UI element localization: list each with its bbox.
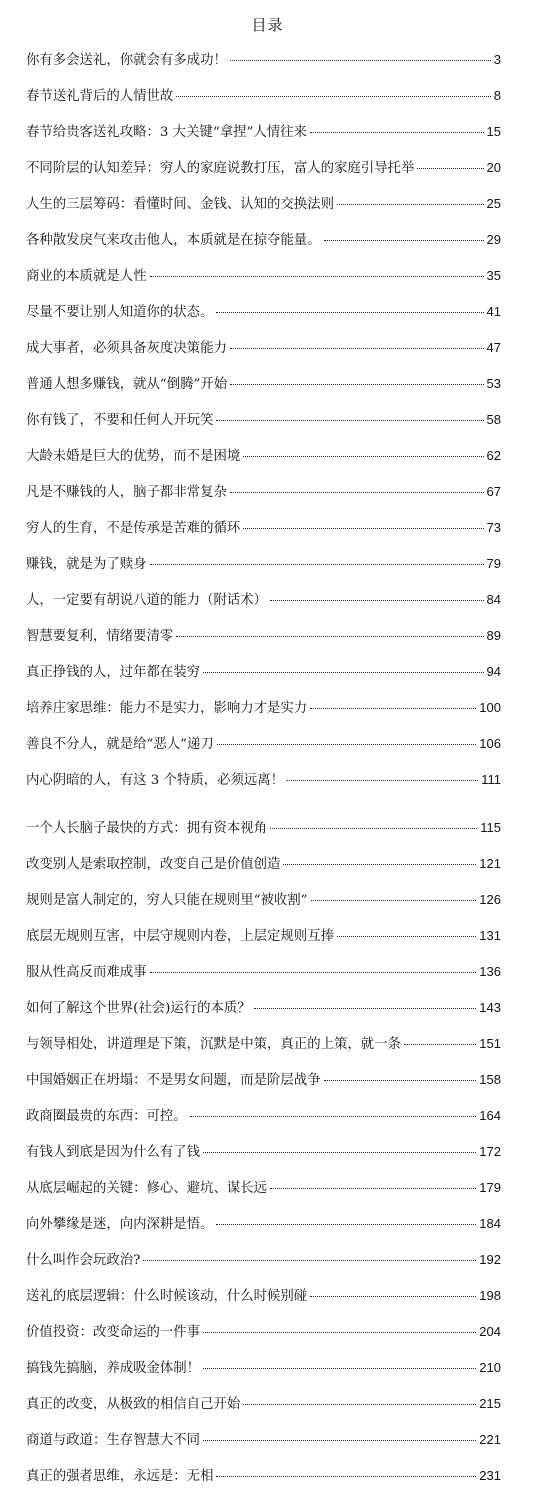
toc-entry-page-number: 100 [479,700,501,715]
dot-leader [150,971,477,973]
dot-leader [404,1043,476,1045]
toc-entry-title: 你有钱了，不要和任何人开玩笑 [26,413,214,428]
toc-entry-title: 不同阶层的认知差异：穷人的家庭说教打压，富人的家庭引导托举 [26,161,415,176]
toc-entry-title: 规则是富人制定的，穷人只能在规则里“被收割” [26,893,308,908]
toc-entry[interactable] [26,481,501,517]
toc-entry-page-number: 41 [486,304,501,319]
toc-entry-page-number: 62 [486,448,501,463]
dot-leader [230,347,484,349]
dot-leader [270,599,484,601]
toc-entry[interactable] [26,961,501,997]
toc-entry[interactable] [26,1213,501,1249]
toc-entry-page-number: 8 [493,88,501,103]
toc-entry[interactable] [26,1177,501,1213]
dot-leader [216,419,483,421]
toc-entry-title: 尽量不要让别人知道你的状态。 [26,305,214,320]
toc-entry[interactable] [26,301,501,337]
toc-entry[interactable] [26,157,501,193]
dot-leader [254,1007,477,1009]
dot-leader [243,1403,476,1405]
toc-entry-page-number: 94 [486,664,501,679]
toc-entry[interactable] [26,589,501,625]
dot-leader [203,671,483,673]
dot-leader [150,563,484,565]
dot-leader [230,491,484,493]
toc-entry-page-number: 84 [486,592,501,607]
toc-entry-title: 送礼的底层逻辑：什么时候该动，什么时候别碰 [26,1289,308,1304]
toc-entry-page-number: 115 [480,820,501,835]
toc-entry[interactable] [26,1105,501,1141]
toc-list-part-1 [26,49,501,805]
toc-entry-title: 中国婚姻正在坍塌：不是男女问题，而是阶层战争 [26,1073,321,1088]
toc-entry[interactable] [26,49,501,85]
toc-entry-page-number: 15 [486,124,501,139]
dot-leader [176,635,483,637]
toc-entry-title: 内心阴暗的人，有这 3 个特质，必须远离！ [26,773,285,788]
toc-entry-title: 真正挣钱的人，过年都在装穷 [26,665,201,680]
toc-entry[interactable] [26,121,501,157]
toc-entry-page-number: 58 [486,412,501,427]
toc-entry[interactable] [26,1285,501,1321]
toc-entry-title: 什么叫作会玩政治? [26,1253,141,1268]
toc-entry-title: 春节给贵客送礼攻略：3 大关键“拿捏”人情往来 [26,125,307,140]
toc-entry-title: 一个人长脑子最快的方式：拥有资本视角 [26,821,268,836]
dot-leader [243,527,483,529]
dot-leader [310,707,476,709]
dot-leader [230,59,491,61]
toc-entry-page-number: 143 [479,1000,501,1015]
toc-entry[interactable] [26,1357,501,1393]
toc-entry-page-number: 106 [479,736,501,751]
toc-entry-title: 成大事者，必须具备灰度决策能力 [26,341,227,356]
toc-entry[interactable] [26,85,501,121]
toc-entry-title: 如何了解这个世界(社会)运行的本质？ [26,1001,251,1016]
dot-leader [203,1439,476,1441]
toc-entry[interactable] [26,1393,501,1429]
toc-entry-title: 善良不分人，就是给“恶人”递刀 [26,737,214,752]
toc-entry[interactable] [26,373,501,409]
toc-entry[interactable] [26,1141,501,1177]
toc-entry-page-number: 25 [486,196,501,211]
toc-entry-page-number: 121 [479,856,501,871]
dot-leader [143,1259,476,1261]
page-title: 目录 [251,16,284,34]
toc-entry[interactable] [26,889,501,925]
toc-entry-page-number: 73 [486,520,501,535]
toc-entry-page-number: 20 [486,160,501,175]
toc-entry-title: 有钱人到底是因为什么有了钱 [26,1145,201,1160]
toc-entry-title: 价值投资：改变命运的一件事 [26,1325,201,1340]
toc-entry[interactable] [26,817,501,853]
toc-entry-title: 人，一定要有胡说八道的能力（附话术） [26,593,268,608]
toc-entry[interactable] [26,1465,501,1501]
toc-entry-page-number: 158 [479,1072,501,1087]
dot-leader [287,779,478,781]
toc-entry[interactable] [26,1069,501,1105]
toc-entry-title: 真正的改变，从极致的相信自己开始 [26,1397,241,1412]
toc-entry-title: 普通人想多赚钱，就从“倒腾”开始 [26,377,228,392]
dot-leader [150,275,484,277]
toc-entry-title: 底层无规则互害，中层守规则内卷，上层定规则互捧 [26,929,334,944]
toc-entry[interactable] [26,265,501,301]
dot-leader [216,1223,476,1225]
toc-entry-page-number: 151 [479,1036,501,1051]
dot-leader [324,1079,477,1081]
toc-entry[interactable] [26,445,501,481]
dot-leader [203,1367,476,1369]
toc-entry-title: 改变别人是索取控制，改变自己是价值创造 [26,857,281,872]
toc-entry[interactable] [26,229,501,265]
toc-entry-page-number: 53 [486,376,501,391]
dot-leader [310,1295,476,1297]
toc-entry[interactable] [26,193,501,229]
toc-entry-title: 从底层崛起的关键：修心、避坑、谋长远 [26,1181,268,1196]
toc-entry-page-number: 47 [486,340,501,355]
toc-entry-title: 你有多会送礼，你就会有多成功！ [26,53,227,68]
toc-entry-page-number: 192 [479,1252,501,1267]
dot-leader [337,935,476,937]
toc-entry-page-number: 172 [479,1144,501,1159]
toc-entry-page-number: 79 [486,556,501,571]
toc-entry-page-number: 231 [479,1468,501,1483]
toc-entry-title: 向外攀缘是迷，向内深耕是悟。 [26,1217,214,1232]
dot-leader [190,1115,477,1117]
toc-entry-title: 与领导相处，讲道理是下策，沉默是中策，真正的上策，就一条 [26,1037,401,1052]
toc-entry-title: 真正的强者思维，永远是：无相 [26,1469,214,1484]
toc-entry[interactable] [26,517,501,553]
toc-entry-title: 人生的三层筹码：看懂时间、金钱、认知的交换法则 [26,197,334,212]
toc-entry-title: 大龄未婚是巨大的优势，而不是困境 [26,449,241,464]
toc-entry-page-number: 35 [486,268,501,283]
dot-leader [310,131,484,133]
toc-entry-page-number: 89 [486,628,501,643]
dot-leader [217,743,477,745]
toc-entry-page-number: 215 [479,1396,501,1411]
toc-entry[interactable] [26,769,501,805]
toc-entry[interactable] [26,997,501,1033]
toc-entry-page-number: 136 [479,964,501,979]
toc-entry-page-number: 131 [479,928,501,943]
toc-entry[interactable] [26,1321,501,1357]
toc-entry-page-number: 111 [481,772,501,787]
toc-entry-page-number: 179 [479,1180,501,1195]
toc-entry-page-number: 29 [486,232,501,247]
toc-entry-title: 政商圈最贵的东西：可控。 [26,1109,187,1124]
toc-entry-title: 凡是不赚钱的人，脑子都非常复杂 [26,485,227,500]
toc-entry[interactable] [26,625,501,661]
toc-entry-page-number: 198 [479,1288,501,1303]
toc-entry-title: 春节送礼背后的人情世故 [26,89,174,104]
dot-leader [216,311,483,313]
toc-entry-title: 智慧要复利，情绪要清零 [26,629,174,644]
dot-leader [283,863,476,865]
toc-entry-page-number: 164 [479,1108,501,1123]
toc-entry[interactable] [26,925,501,961]
toc-entry[interactable] [26,337,501,373]
toc-list-part-2 [26,817,501,1501]
toc-entry-page-number: 67 [486,484,501,499]
toc-entry-page-number: 184 [479,1216,501,1231]
toc-entry-title: 培养庄家思维：能力不是实力，影响力才是实力 [26,701,308,716]
toc-entry[interactable] [26,1249,501,1285]
toc-entry[interactable] [26,733,501,769]
toc-entry-title: 搞钱先搞脑，养成吸金体制！ [26,1361,201,1376]
toc-entry[interactable] [26,409,501,445]
toc-entry-title: 穷人的生育，不是传承是苦难的循环 [26,521,241,536]
dot-leader [270,827,477,829]
dot-leader [324,239,484,241]
dot-leader [243,455,483,457]
toc-entry-title: 商业的本质就是人性 [26,269,147,284]
toc-entry[interactable] [26,853,501,889]
toc-entry-title: 各种散发戾气来攻击他人，本质就是在掠夺能量。 [26,233,321,248]
dot-leader [417,167,483,169]
dot-leader [311,899,477,901]
toc-entry-title: 赚钱，就是为了赎身 [26,557,147,572]
toc-entry-page-number: 221 [479,1432,501,1447]
toc-entry[interactable] [26,661,501,697]
dot-leader [176,95,490,97]
dot-leader [270,1187,476,1189]
toc-entry[interactable] [26,697,501,733]
toc-entry-page-number: 204 [479,1324,501,1339]
dot-leader [203,1331,476,1333]
toc-entry-page-number: 3 [493,52,501,67]
toc-entry-title: 服从性高反而难成事 [26,965,147,980]
dot-leader [216,1475,476,1477]
toc-entry[interactable] [26,1429,501,1465]
toc-entry-title: 商道与政道：生存智慧大不同 [26,1433,201,1448]
toc-entry[interactable] [26,553,501,589]
toc-entry-page-number: 210 [479,1360,501,1375]
toc-entry-page-number: 126 [479,892,501,907]
dot-leader [230,383,483,385]
dot-leader [203,1151,476,1153]
dot-leader [337,203,484,205]
toc-entry[interactable] [26,1033,501,1069]
